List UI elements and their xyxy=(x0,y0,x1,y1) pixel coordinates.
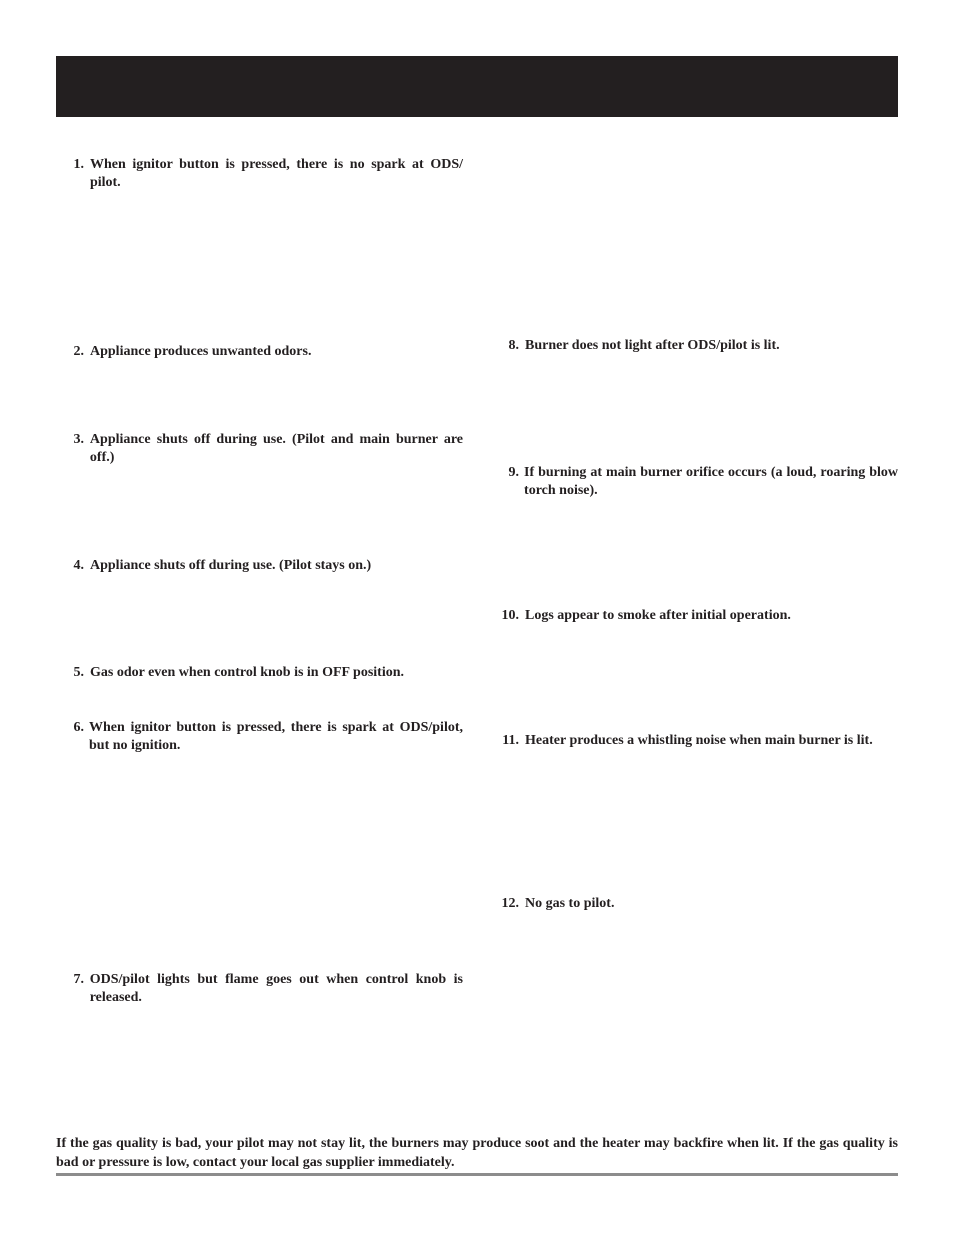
problem-text: Appliance shuts off during use. (Pilot stays on.) xyxy=(90,558,372,573)
problem-11 xyxy=(487,732,898,750)
header-bar xyxy=(56,56,898,117)
problem-number: 4. xyxy=(73,558,84,573)
problem-text: ODS/pilot lights but flame goes out when control knob is released. xyxy=(89,972,463,1005)
gas-quality-note: If the gas quality is bad, your pilot may not stay lit, the burners may produce soot and the heater may backfire when lit. If the gas quality is bad or pressure is low, contact your local gas supplier immediately. xyxy=(56,1136,898,1170)
problem-number: 5. xyxy=(73,665,84,680)
problem-number: 10. xyxy=(501,608,519,623)
problem-6 xyxy=(56,719,463,755)
problem-1 xyxy=(56,156,463,192)
problem-number: 2. xyxy=(73,344,84,359)
problem-text: When ignitor button is pressed, there is no spark at ODS/ pilot. xyxy=(89,157,463,190)
problem-number: 12. xyxy=(501,896,519,911)
problem-text: Heater produces a whistling noise when main burner is lit. xyxy=(525,733,873,748)
problem-8 xyxy=(487,337,898,355)
problem-2 xyxy=(56,343,463,361)
problem-number: 3. xyxy=(73,432,84,447)
problem-text: Burner does not light after ODS/pilot is lit. xyxy=(525,338,780,353)
problem-text: Gas odor even when control knob is in OFF position. xyxy=(90,665,405,680)
problem-number: 9. xyxy=(508,465,519,480)
problem-4 xyxy=(56,557,463,575)
footer-rule xyxy=(56,1173,898,1176)
problem-5 xyxy=(56,664,463,682)
problem-number: 1. xyxy=(73,157,84,172)
problem-number: 8. xyxy=(508,338,519,353)
problem-number: 6. xyxy=(73,720,84,735)
problem-10 xyxy=(487,607,898,625)
problem-text: When ignitor button is pressed, there is spark at ODS/pilot, but no ignition. xyxy=(89,720,463,753)
problem-text: Logs appear to smoke after initial operation. xyxy=(525,608,791,623)
problem-3 xyxy=(56,431,463,467)
problem-7 xyxy=(56,971,463,1007)
problem-12 xyxy=(487,895,898,913)
problem-text: No gas to pilot. xyxy=(525,896,615,911)
problem-text: Appliance produces unwanted odors. xyxy=(90,344,312,359)
problem-text: If burning at main burner orifice occurs (a loud, roaring blow torch noise). xyxy=(524,465,898,498)
problem-9 xyxy=(487,464,898,500)
problem-number: 7. xyxy=(73,972,84,987)
problem-number: 11. xyxy=(502,733,519,748)
problem-text: Appliance shuts off during use. (Pilot and main burner are off.) xyxy=(89,432,463,465)
